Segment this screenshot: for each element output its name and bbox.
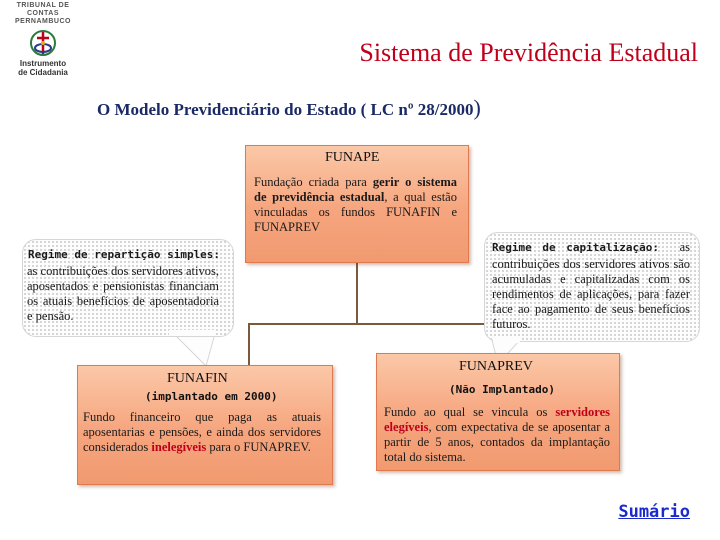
funaprev-description — [384, 405, 610, 465]
funaprev-desc-part2: , com expectativa de se aposentar a partir de 5 anos, contados da implantação total do sistema. — [384, 420, 610, 464]
funape-desc-bold: gerir o sistema de previdência estadual — [254, 175, 457, 204]
connector-vertical-main — [356, 262, 358, 324]
subtitle-close-paren: ) — [473, 95, 481, 120]
funaprev-status: (Não Implantado) — [449, 383, 555, 396]
funape-desc-part2: , a qual estão vinculadas os fundos FUNAFIN e FUNAPREV — [254, 190, 457, 234]
right-callout-first-line — [492, 240, 690, 255]
connector-horizontal — [248, 323, 504, 325]
logo — [2, 2, 84, 82]
left-callout-tail-joint — [169, 330, 219, 336]
funape-desc-part1: Fundação criada para — [254, 175, 373, 189]
funape-description — [254, 175, 457, 235]
summary-link[interactable]: Sumário — [618, 502, 690, 522]
funafin-status: (implantado em 2000) — [145, 390, 278, 403]
seal-icon — [28, 29, 58, 57]
funafin-desc-part2: para o FUNAPREV. — [206, 440, 311, 454]
page-title: Sistema de Previdência Estadual — [359, 38, 698, 67]
right-callout-tail-joint — [493, 338, 523, 344]
logo-org-line2: PERNAMBUCO — [15, 18, 71, 25]
funaprev-desc-part1: Fundo ao qual se vincula os — [384, 405, 556, 419]
funafin-title: FUNAFIN — [167, 371, 228, 386]
funafin-desc-highlight: inelegíveis — [151, 440, 207, 454]
funape-title: FUNAPE — [325, 150, 380, 165]
left-callout-heading: Regime de repartição simples: — [28, 248, 221, 261]
right-callout-text: contribuições dos servidores ativos são acumuladas e capitalizadas com os rendimentos de aplicações, para fazer face ao pagamento de seus benefícios futuros. — [492, 257, 690, 331]
logo-org-line1: TRIBUNAL DE CONTAS — [16, 2, 70, 17]
logo-caption-line1: Instrumento — [19, 59, 67, 68]
funafin-description — [83, 410, 321, 455]
funafin-desc-part1: Fundo financeiro que paga as atuais aposentarias e pensões, e ainda dos servidores considerados — [83, 410, 321, 454]
connector-left-drop — [248, 323, 250, 365]
right-callout-text-start: as — [679, 240, 690, 254]
subtitle-text: O Modelo Previdenciário do Estado ( LC nº 28/2000 — [97, 100, 474, 119]
left-callout-text: as contribuições dos servidores ativos, aposentados e pensionistas financiam os atuais benefícios de aposentadoria e pensão. — [27, 264, 219, 323]
logo-caption-line2: de Cidadania — [18, 68, 68, 77]
page-subtitle — [97, 95, 481, 121]
funaprev-title: FUNAPREV — [459, 359, 533, 374]
right-callout-heading: Regime de capitalização: — [492, 241, 659, 254]
funaprev-desc-highlight: servidores elegíveis — [384, 405, 610, 434]
